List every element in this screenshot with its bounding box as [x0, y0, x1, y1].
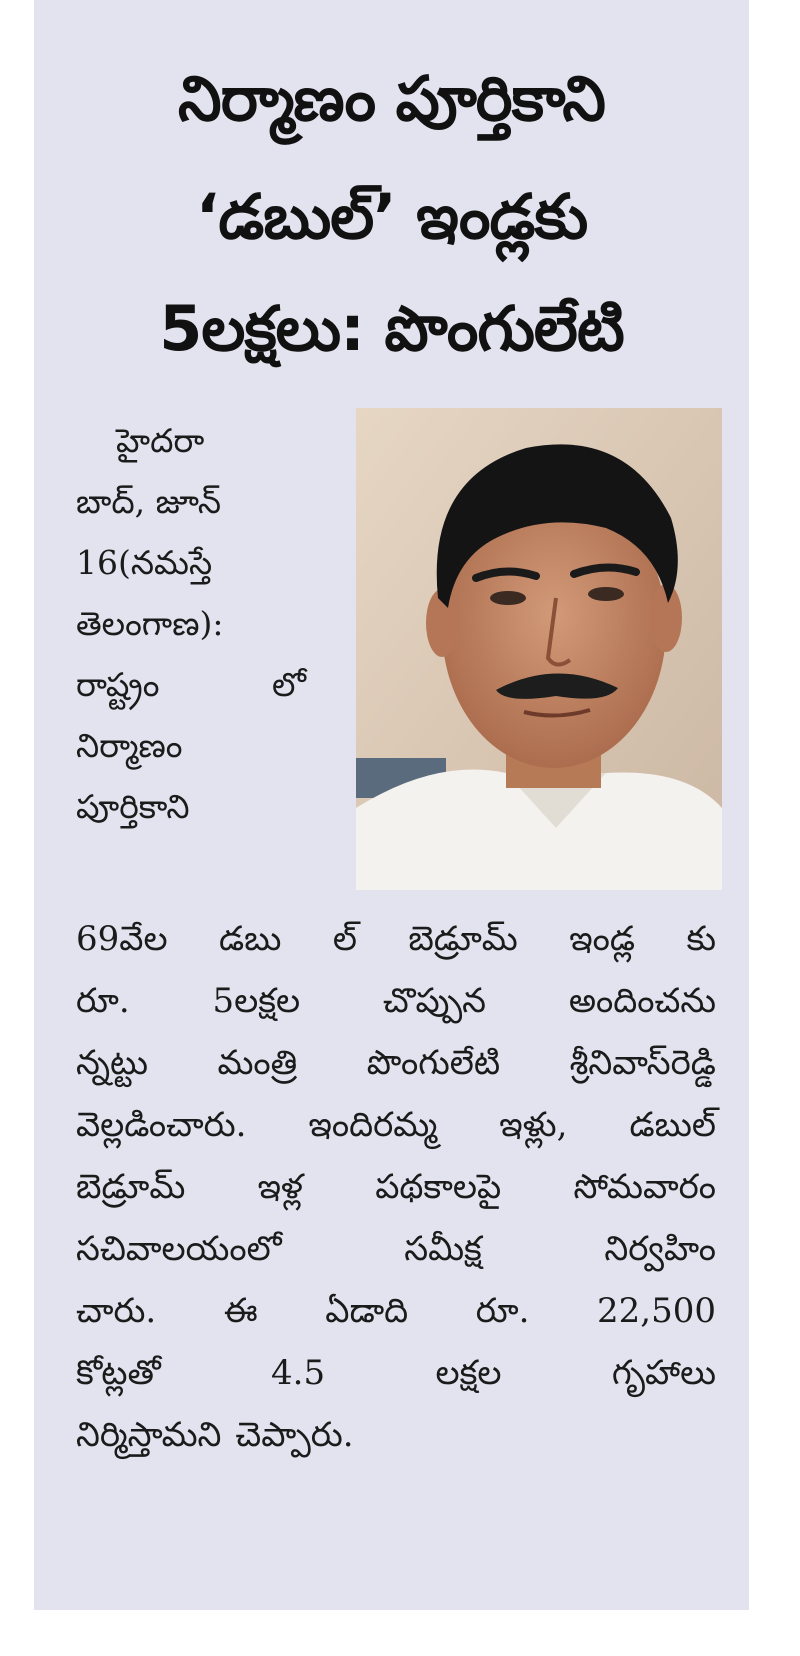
body-word: న్నట్టు: [76, 1043, 148, 1083]
body-word: కోట్లతో: [76, 1353, 161, 1393]
body-word: డబుల్: [629, 1105, 716, 1145]
headline-line-3: 5లక్షలు: పొంగులేటి: [159, 292, 624, 365]
body-word: వెల్లడించారు.: [76, 1105, 247, 1145]
body-word: 22,500: [597, 1291, 716, 1331]
minister-photo: [356, 408, 722, 890]
body-line: [76, 970, 716, 1032]
body-word: పొంగులేటి: [366, 1043, 501, 1083]
dateline-line-1: హైదరా: [116, 421, 205, 460]
body-line: [76, 1280, 716, 1342]
body-word: సోమవారం: [573, 1167, 716, 1207]
body-line: [76, 1404, 716, 1466]
body-word: అందించను: [568, 981, 716, 1021]
body-word: బెడ్రూమ్: [408, 919, 518, 959]
body-word: ఇందిరమ్మ: [308, 1105, 438, 1145]
body-line: [76, 1342, 716, 1404]
body-word: ఏడాది: [325, 1291, 409, 1331]
dateline-line-4: తెలంగాణ):: [76, 604, 224, 643]
body-word: మంత్రి: [217, 1043, 298, 1083]
dateline-line-2: బాద్, జూన్: [76, 482, 221, 521]
body-line: [76, 1094, 716, 1156]
body-word: శ్రీనివాస్‌రెడ్డి: [569, 1043, 716, 1083]
body-line: [76, 1156, 716, 1218]
body-word: పథకాలపై: [375, 1167, 502, 1207]
body-word: నిర్మిస్తామని: [76, 1415, 222, 1455]
body-word: ఇండ్ల: [569, 919, 636, 959]
body-word: రూ.: [475, 1291, 530, 1331]
body-word: సచివాలయంలో: [76, 1229, 282, 1269]
body-word: గృహాలు: [611, 1353, 716, 1393]
body-word: డబు: [218, 919, 282, 959]
body-word: చొప్పున: [382, 981, 486, 1021]
body-word: చారు.: [76, 1291, 157, 1331]
body-narrow-line-6: నిర్మాణం: [76, 726, 183, 765]
body-word: 4.5: [271, 1353, 326, 1393]
body-word: లక్షల: [435, 1353, 502, 1393]
news-clipping: [34, 0, 749, 1610]
body-word: 5లక్షల: [212, 981, 301, 1021]
body-line: [76, 1032, 716, 1094]
body-narrow-line-5: [76, 654, 306, 715]
headline-line-1: నిర్మాణం పూర్తికాని: [178, 62, 605, 135]
body-word: నిర్వహిం: [604, 1229, 716, 1269]
body-word: బెడ్రూమ్: [76, 1167, 186, 1207]
body-narrow-line-7: పూర్తికాని: [76, 787, 190, 826]
dateline-line-3: 16(నమస్తే: [76, 543, 213, 582]
body-word: 69వేల: [76, 919, 168, 959]
dateline-column: [76, 410, 326, 837]
body-word: రాష్ట్రం: [76, 665, 160, 704]
body-line: [76, 1218, 716, 1280]
body-word: సమీక్ష: [404, 1229, 482, 1269]
body-word: లో: [272, 665, 306, 704]
body-word: రూ.: [76, 981, 130, 1021]
body-line: [76, 908, 716, 970]
body-word: ల్: [332, 919, 357, 959]
headline-line-2: ‘డబుల్’ ఇండ్లకు: [195, 180, 588, 253]
body-word: చెప్పారు.: [235, 1415, 354, 1455]
body-word: ఇళ్లు,: [499, 1105, 568, 1145]
body-word: కు: [686, 919, 716, 959]
body-word: ఈ: [223, 1291, 258, 1331]
body-word: ఇళ్ల: [257, 1167, 303, 1207]
article-body: [76, 908, 716, 1466]
